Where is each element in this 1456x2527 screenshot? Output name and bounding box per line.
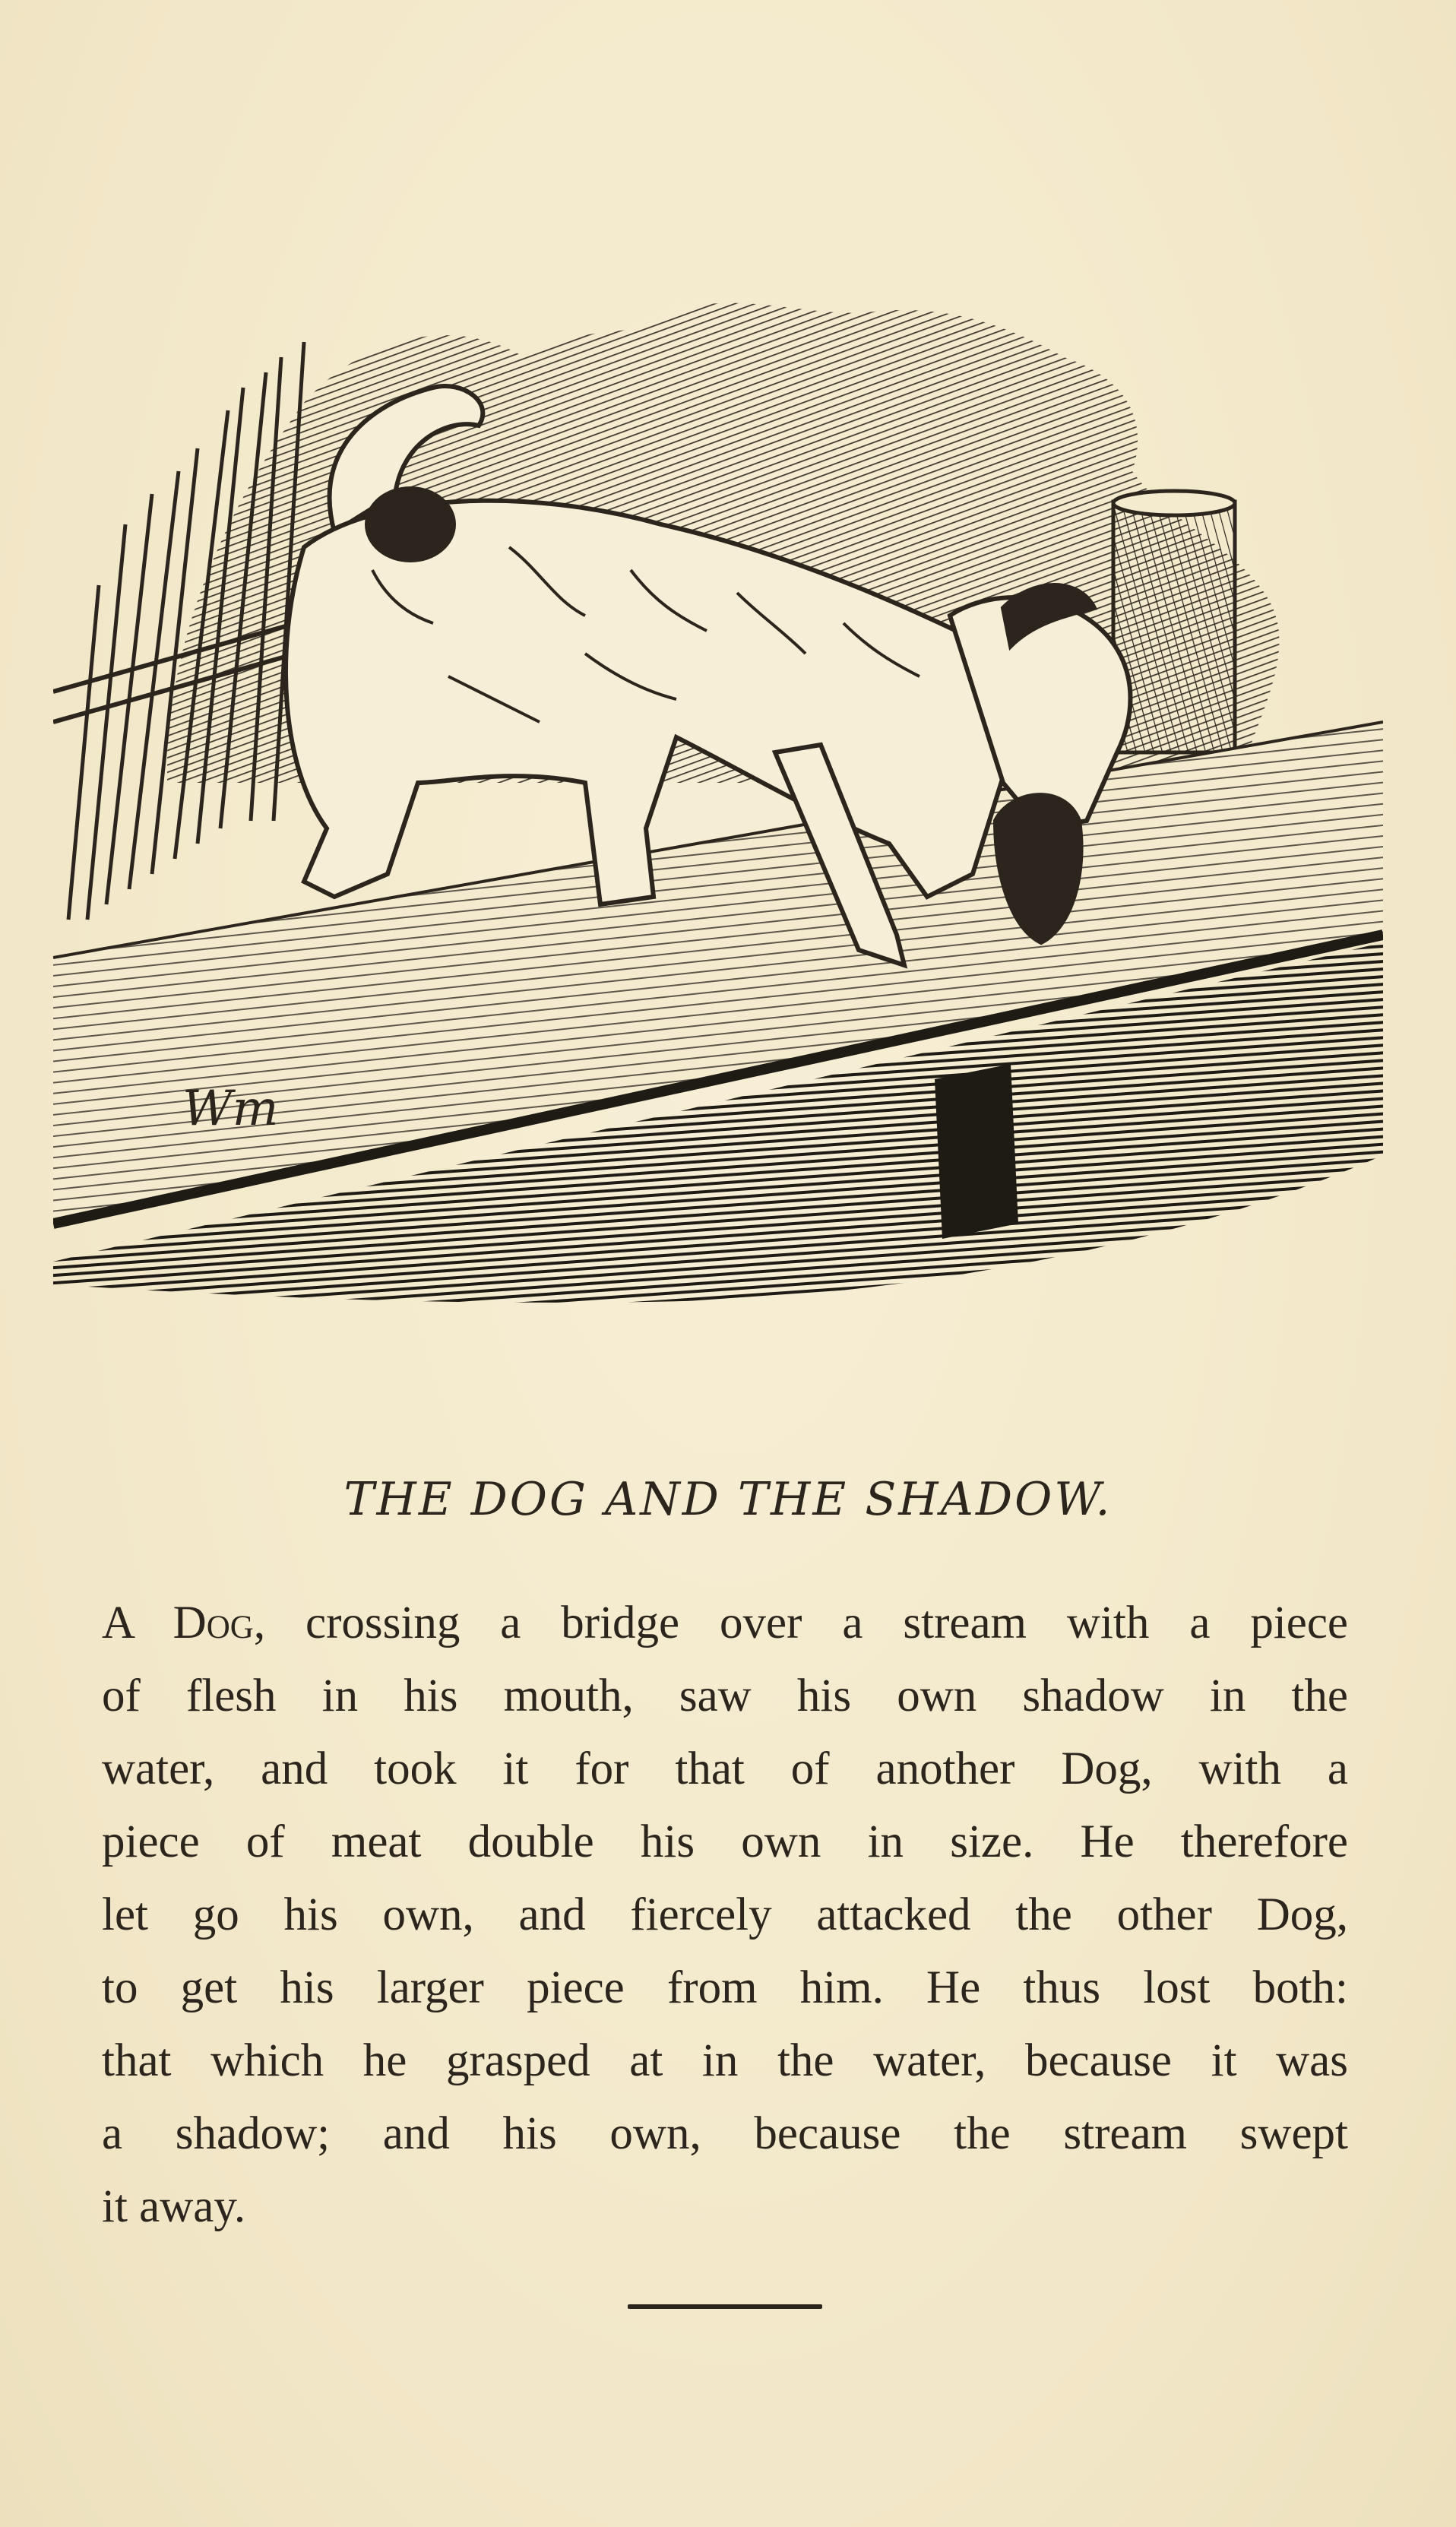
text-line: A Dog, crossing a bridge over a stream with a piece <box>102 1598 1349 1648</box>
text-line: to get his larger piece from him. He thus lost both: <box>102 1962 1348 2013</box>
text-line: it away. <box>102 2181 246 2232</box>
engraver-signature: Wm <box>182 1081 279 1137</box>
text-line: piece of meat double his own in size. He therefore <box>102 1816 1348 1867</box>
engraving-drawing <box>53 296 1383 1345</box>
initial-a: A <box>102 1598 133 1648</box>
dog-smallcaps: Dog <box>173 1598 254 1648</box>
post <box>1113 502 1235 752</box>
fable-text <box>102 1587 1348 2244</box>
text-line: a shadow; and his own, because the stream swept <box>102 2108 1348 2159</box>
text-line: that which he grasped at in the water, because it was <box>102 2035 1348 2086</box>
text-line: of flesh in his mouth, saw his own shadow in the <box>102 1670 1348 1721</box>
end-rule <box>628 2304 822 2309</box>
text-line: water, and took it for that of another Dog, with a <box>102 1743 1348 1794</box>
text-line: let go his own, and fiercely attacked the other Dog, <box>102 1889 1348 1940</box>
fable-illustration <box>53 296 1383 1345</box>
fable-title: THE DOG AND THE SHADOW. <box>343 1473 1113 1526</box>
